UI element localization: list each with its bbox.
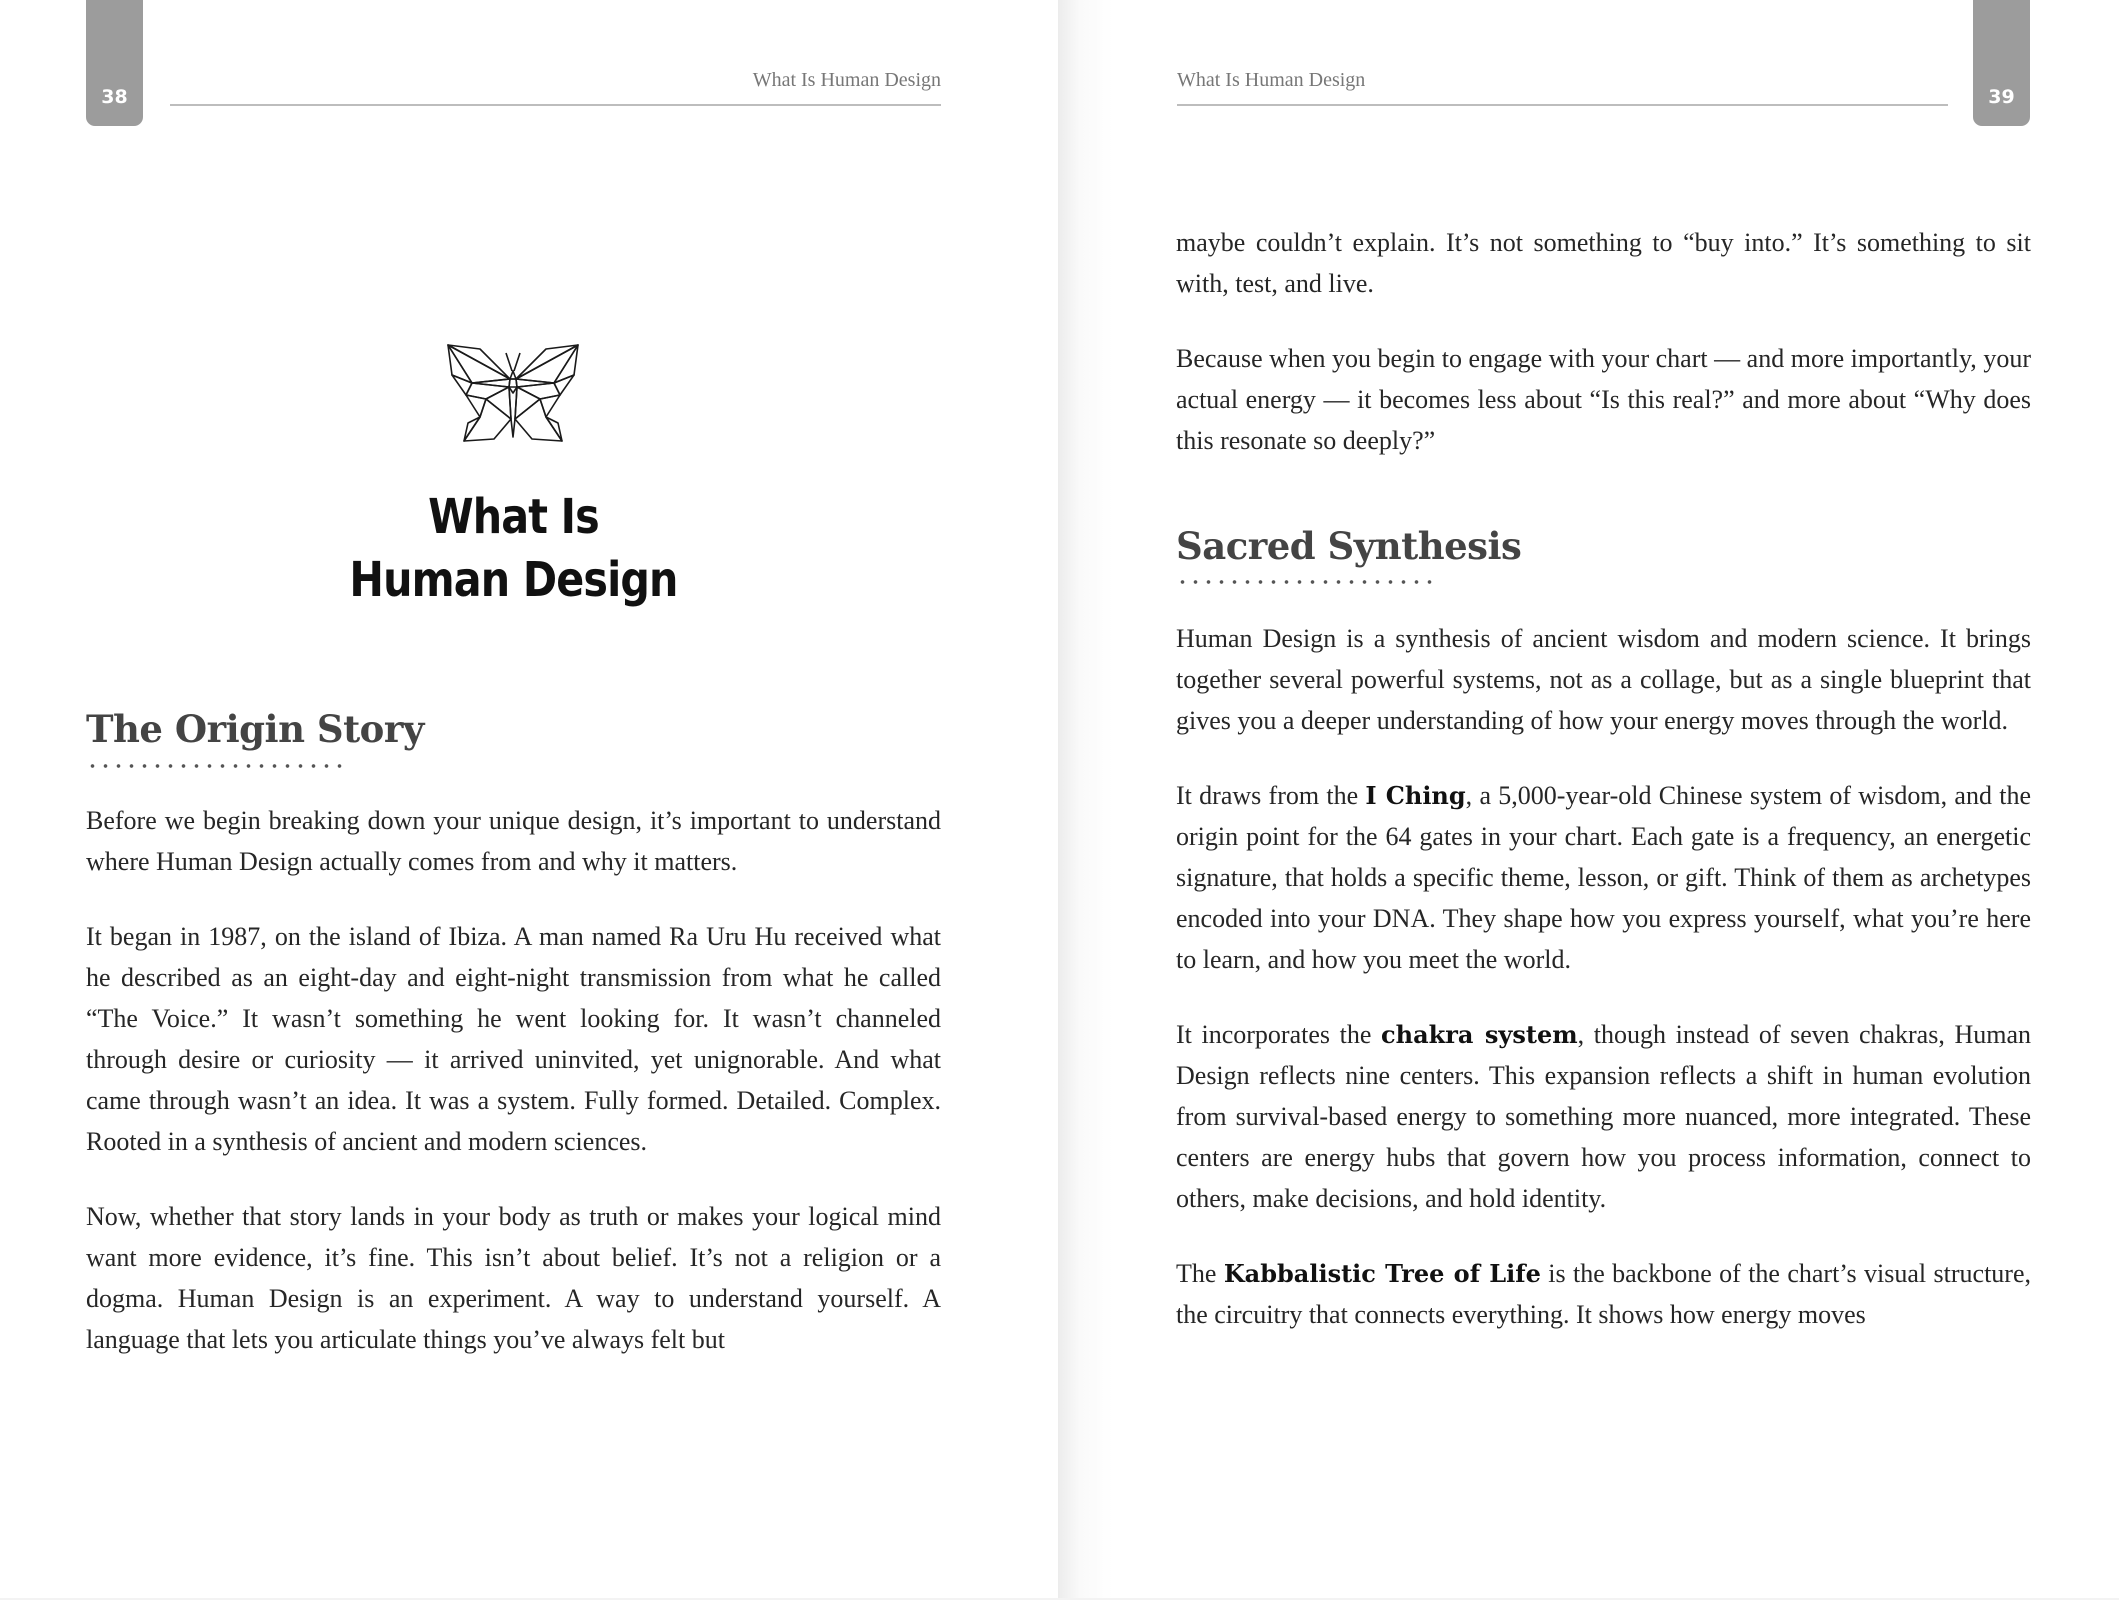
left-page [0,0,1059,1598]
heading-dotted-rule [86,764,346,768]
header-rule [170,104,941,106]
section-heading-sacred-synthesis: Sacred Synthesis [1176,524,1522,568]
paragraph [1176,1014,2031,1219]
origin-story-body [86,800,941,1394]
paragraph: maybe couldn’t explain. It’s not something to “buy into.” It’s something to sit with, test, and live. [1176,228,2031,298]
text-run: is the backbone of the chart’s visual structure, the circuitry that connects everything. It shows how energy moves [1176,1259,2031,1329]
text-run: The [1176,1259,1224,1288]
page-number: 38 [101,86,128,108]
chapter-title-line2: Human Design [349,552,678,608]
text-run: It draws from the [1176,781,1366,810]
header-rule [1177,104,1948,106]
paragraph [1176,1253,2031,1335]
running-head: What Is Human Design [752,69,941,91]
text-run: It incorporates the [1176,1020,1381,1049]
page-number-tab [86,0,143,126]
paragraph: Human Design is a synthesis of ancient wisdom and modern science. It brings together several powerful systems, not as a collage, but as a single blueprint that gives you a deeper understanding of how your energy moves through the world. [1176,624,2031,735]
butterfly-icon [446,343,580,445]
section-heading-origin-story: The Origin Story [86,707,424,751]
paragraph: Before we begin breaking down your unique design, it’s important to understand where Human Design actually comes from and why it matters. [86,806,941,876]
paragraph [1176,775,2031,980]
paragraph: Now, whether that story lands in your body as truth or makes your logical mind want more evidence, it’s fine. This isn’t about belief. It’s not a religion or a dogma. Human Design is an experiment. A way to understand yourself. A language that lets you articulate things you’ve always felt but [86,1202,941,1354]
sacred-synthesis-body [1176,618,2031,1369]
continued-text [1176,222,2031,495]
text-run: , though instead of seven chakras, Human Design reflects nine centers. This expansion reflects a shift in human evolution from survival-based energy to something more nuanced, more integrated. These centers are energy hubs that govern how you process information, connect to others, make decisions, and hold identity. [1176,1020,2031,1213]
heading-dotted-rule [1176,580,1436,584]
bold-term-tree-of-life: Kabbalistic Tree of Life [1223,1259,1541,1288]
chapter-title-line1: What Is [428,489,599,545]
page-number: 39 [1988,86,2015,108]
bold-term-chakra-system: chakra system [1381,1020,1578,1049]
running-head: What Is Human Design [1177,69,1366,91]
bold-term-i-ching: I Ching [1365,781,1466,810]
page-number-tab [1973,0,2030,126]
chapter-title [146,486,881,612]
paragraph: Because when you begin to engage with your chart — and more importantly, your actual energy — it becomes less about “Is this real?” and more about “Why does this resonate so deeply?” [1176,344,2031,455]
text-run: , a 5,000-year-old Chinese system of wisdom, and the origin point for the 64 gates in your chart. Each gate is a frequency, an energetic signature, that holds a specific theme, lesson, or gift. Think of them as archetypes encoded into your DNA. They shape how you express yourself, what you’re here to learn, and how you meet the world. [1176,781,2032,974]
paragraph: It began in 1987, on the island of Ibiza. A man named Ra Uru Hu received what he described as an eight-day and eight-night transmission from what he called “The Voice.” It wasn’t something he went looking for. It wasn’t channeled through desire or curiosity — it arrived uninvited, yet unignorable. And what came through wasn’t an idea. It was a system. Fully formed. Detailed. Complex. Rooted in a synthesis of ancient and modern sciences. [86,922,941,1156]
